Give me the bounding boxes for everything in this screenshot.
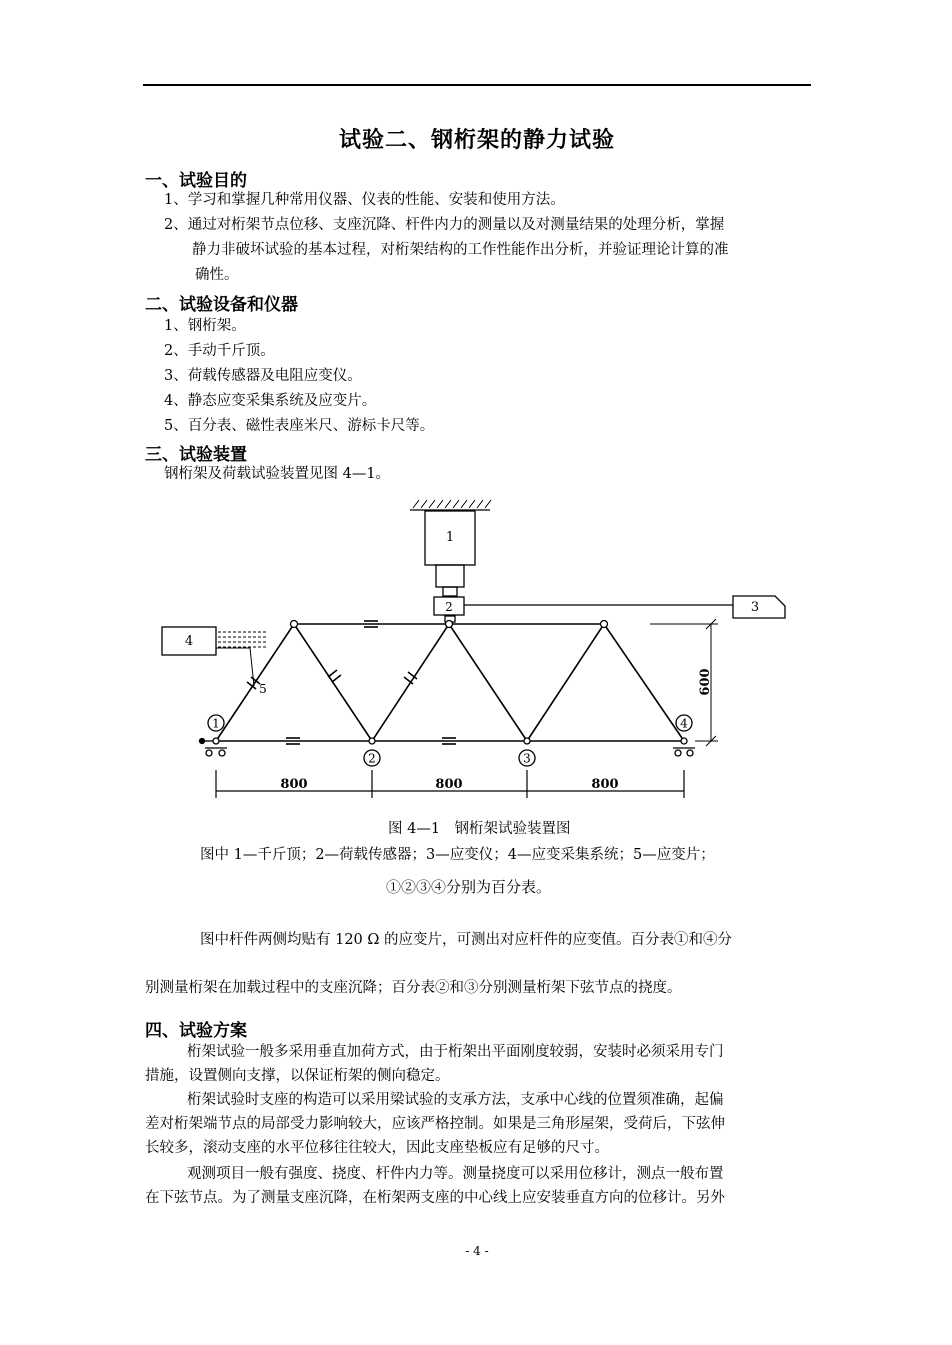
label-strain-gauge: 5: [259, 682, 267, 696]
plan-para-3-line-2: 在下弦节点。为了测量支座沉降，在桁架两支座的中心线上应安装垂直方向的位移计。另外: [145, 1190, 725, 1206]
strain-gauge-marks: [247, 621, 456, 744]
top-joint: [446, 621, 453, 628]
label-span-3: 800: [591, 777, 619, 792]
top-joint: [291, 621, 298, 628]
label-jack: 1: [445, 530, 455, 545]
equipment-item-4: 4、静态应变采集系统及应变片。: [164, 393, 377, 409]
objective-item-2-cont: 静力非破坏试验的基本过程，对桁架结构的工作性能作出分析，并验证理论计算的准: [192, 242, 729, 258]
reaction-frame-hatch: [413, 500, 491, 508]
label-dial-3: 3: [523, 751, 531, 766]
section-heading-plan: 四、试验方案: [145, 1021, 247, 1041]
objective-item-2: 2、通过对桁架节点位移、支座沉降、杆件内力的测量以及对测量结果的处理分析，掌握: [164, 217, 725, 233]
truss-diagonals: [216, 624, 684, 741]
bottom-joint: [681, 738, 687, 744]
top-joint: [601, 621, 608, 628]
plan-para-1-line-1: 桁架试验一般多采用垂直加荷方式，由于桁架出平面刚度较弱，安装时必须采用专门: [187, 1044, 724, 1060]
label-dial-1: 1: [212, 716, 220, 731]
label-dial-4: 4: [680, 716, 688, 731]
plan-para-2-line-2: 差对桁架端节点的局部受力影响较大，应该严格控制。如果是三角形屋架，受荷后，下弦伸: [145, 1116, 725, 1132]
plan-para-2-line-1: 桁架试验时支座的构造可以采用梁试验的支承方法，支承中心线的位置须准确，起偏: [187, 1092, 724, 1108]
page-number: - 4 -: [465, 1244, 489, 1258]
acquisition-cable-bundle: [218, 632, 268, 647]
page-title: 试验二、钢桁架的静力试验: [338, 127, 615, 153]
figure-dial-note: ①②③④分别为百分表。: [386, 878, 552, 896]
equipment-item-5: 5、百分表、磁性表座米尺、游标卡尺等。: [164, 418, 435, 434]
setup-intro: 钢桁架及荷载试验装置见图 4—1。: [164, 466, 391, 482]
objective-item-1: 1、学习和掌握几种常用仪器、仪表的性能、安装和使用方法。: [164, 192, 565, 208]
figure-legend: 图中 1—千斤顶；2—荷载传感器；3—应变仪；4—应变采集系统；5—应变片；: [200, 847, 715, 863]
note-line-1: 图中杆件两侧均贴有 120 Ω 的应变片，可测出对应杆件的应变值。百分表①和④分: [200, 932, 733, 948]
objective-item-2-end: 确性。: [195, 267, 239, 283]
label-load-cell: 2: [445, 600, 453, 614]
plan-para-3-line-1: 观测项目一般有强度、挠度、杆件内力等。测量挠度可以采用位移计，测点一般布置: [187, 1166, 724, 1182]
label-span-1: 800: [280, 777, 308, 792]
equipment-item-1: 1、钢桁架。: [164, 318, 246, 334]
label-height: 600: [698, 668, 713, 696]
bottom-joint: [213, 738, 219, 744]
section-heading-equipment: 二、试验设备和仪器: [145, 295, 298, 315]
bottom-joint: [524, 738, 530, 744]
section-heading-objective: 一、试验目的: [145, 171, 247, 191]
plan-para-1-line-2: 措施，设置侧向支撑，以保证桁架的侧向稳定。: [145, 1068, 450, 1084]
label-acquisition-system: 4: [184, 634, 194, 649]
bottom-joint: [369, 738, 375, 744]
equipment-item-3: 3、荷载传感器及电阻应变仪。: [164, 368, 362, 384]
gauge-lead-wire: [216, 648, 254, 686]
note-line-2: 别测量桁架在加载过程中的支座沉降；百分表②和③分别测量桁架下弦节点的挠度。: [145, 980, 682, 996]
label-dial-2: 2: [368, 751, 376, 766]
right-support: [673, 748, 695, 756]
plan-para-2-line-3: 长较多，滚动支座的水平位移往往较大，因此支座垫板应有足够的尺寸。: [145, 1140, 609, 1156]
label-strain-meter: 3: [750, 600, 760, 615]
jack-rod: [443, 587, 457, 596]
figure-caption: 图 4—1 钢桁架试验装置图: [388, 821, 571, 837]
jack-piston: [436, 565, 464, 587]
section-heading-setup: 三、试验装置: [145, 445, 247, 465]
equipment-item-2: 2、手动千斤顶。: [164, 343, 275, 359]
label-span-2: 800: [435, 777, 463, 792]
